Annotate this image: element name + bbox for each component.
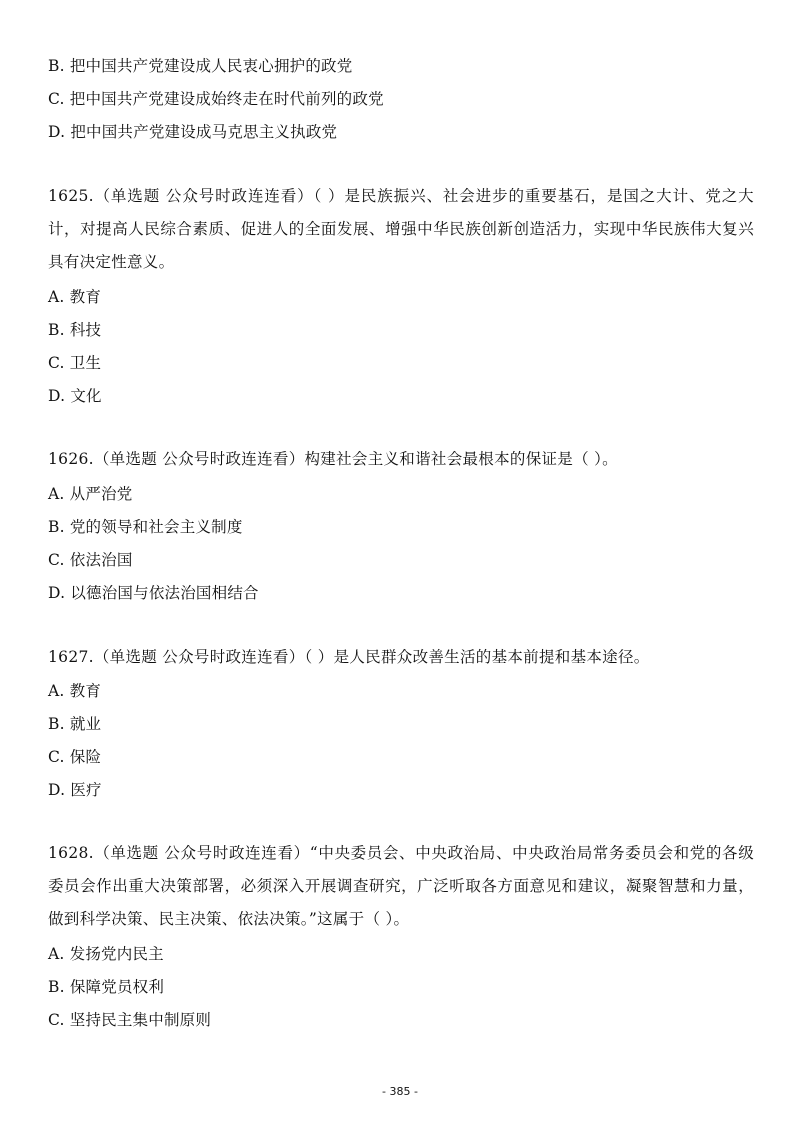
option-line: C. 保险 <box>48 748 102 766</box>
option-line: A. 从严治党 <box>48 485 133 503</box>
option-line: D. 文化 <box>48 387 102 405</box>
question-stem: 1627.（单选题 公众号时政连连看）（ ）是人民群众改善生活的基本前提和基本途径。 <box>48 648 650 666</box>
option-line: C. 坚持民主集中制原则 <box>48 1011 212 1029</box>
page-number: - 385 - <box>382 1085 418 1098</box>
question-stem: 1628.（单选题 公众号时政连连看）“中央委员会、中央政治局、中央政治局常务委员会和党的各级委员会作出重大决策部署，必须深入开展调查研究，广泛听取各方面意见和建议，凝聚智慧和力量，做到科学决策、民主决策、依法决策。”这属于（ ）。 <box>48 844 754 928</box>
option-line: A. 教育 <box>48 682 102 700</box>
option-line: B. 把中国共产党建设成人民衷心拥护的政党 <box>48 57 353 75</box>
question-stem: 1626.（单选题 公众号时政连连看）构建社会主义和谐社会最根本的保证是（ ）。 <box>48 450 618 468</box>
option-line: B. 保障党员权利 <box>48 978 165 996</box>
option-line: D. 医疗 <box>48 781 102 799</box>
option-line: B. 科技 <box>48 321 102 339</box>
option-line: B. 党的领导和社会主义制度 <box>48 518 243 536</box>
option-line: D. 把中国共产党建设成马克思主义执政党 <box>48 123 338 141</box>
option-line: C. 把中国共产党建设成始终走在时代前列的政党 <box>48 90 384 108</box>
question-stem: 1625.（单选题 公众号时政连连看）（ ）是民族振兴、社会进步的重要基石，是国之大计、党之大计，对提高人民综合素质、促进人的全面发展、增强中华民族创新创造活力，实现中华民族伟大复兴具有决定性意义。 <box>48 187 754 271</box>
option-line: D. 以德治国与依法治国相结合 <box>48 584 259 602</box>
option-line: B. 就业 <box>48 715 102 733</box>
option-line: A. 发扬党内民主 <box>48 945 164 963</box>
option-line: C. 卫生 <box>48 354 102 372</box>
option-line: C. 依法治国 <box>48 551 133 569</box>
option-line: A. 教育 <box>48 288 102 306</box>
